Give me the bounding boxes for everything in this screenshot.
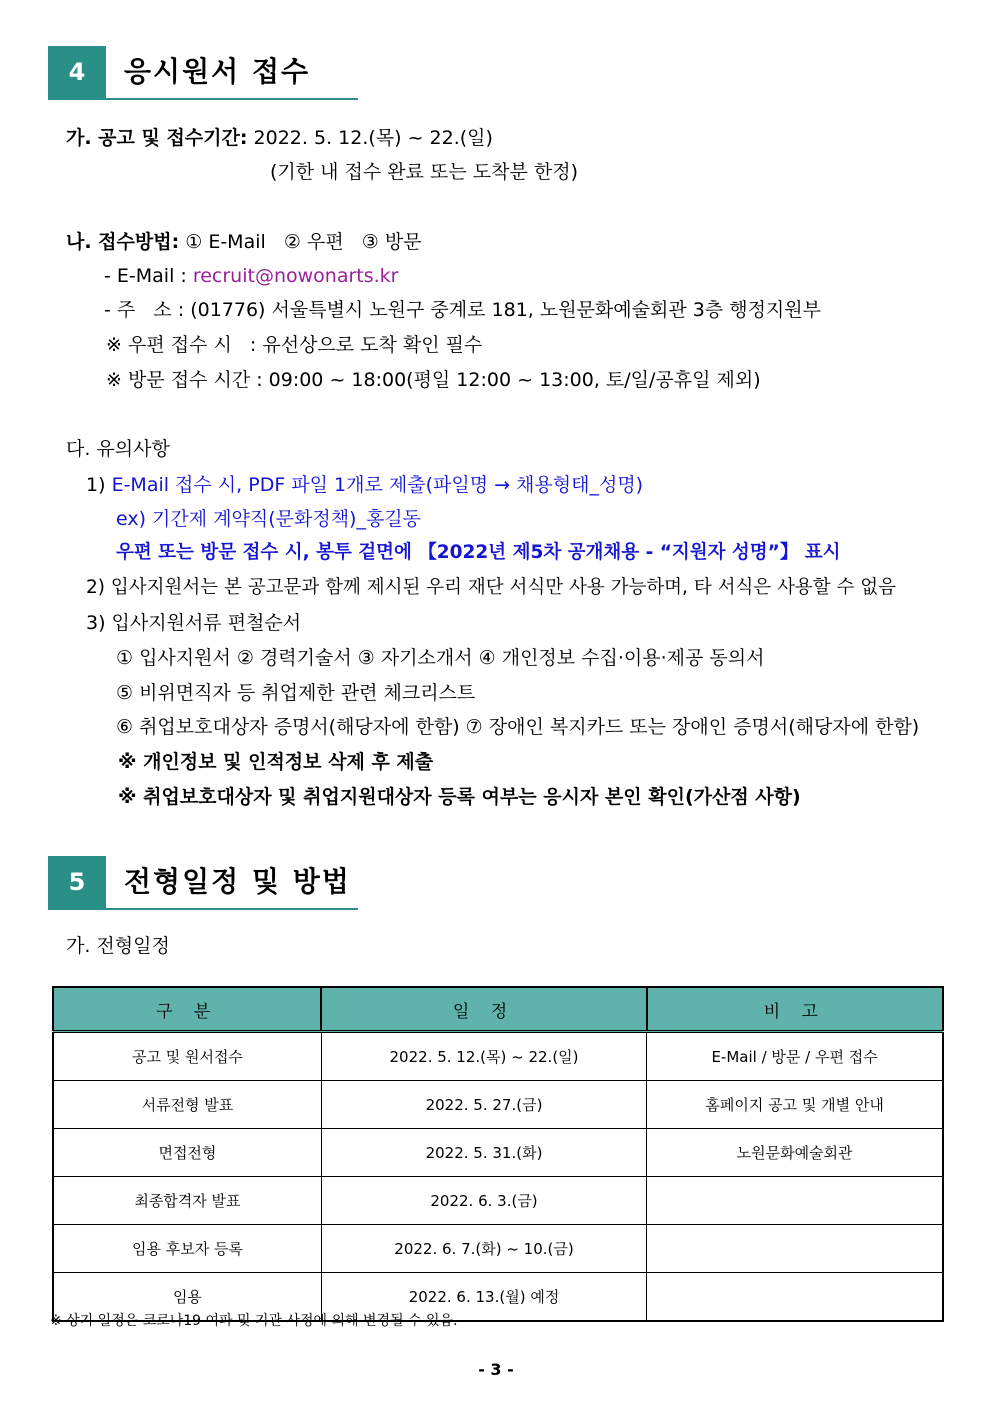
address-line: - 주 소 : (01776) 서울특별시 노원구 중계로 181, 노원문화예술회관 3층 행정지원부 xyxy=(104,299,821,321)
doc-order-2: ⑤ 비위면직자 등 취업제한 관련 체크리스트 xyxy=(116,682,476,704)
visit-note: ※ 방문 접수 시간 : 09:00 ~ 18:00(평일 12:00 ~ 13:00, 토/일/공휴일 제외) xyxy=(106,369,761,391)
email-label: - E-Mail : xyxy=(104,265,187,287)
email-line xyxy=(104,264,399,288)
cell-remark: E-Mail / 방문 / 우편 접수 xyxy=(647,1032,943,1081)
caution-item-1-num: 1) xyxy=(86,474,106,496)
doc-order-1: ① 입사지원서 ② 경력기술서 ③ 자기소개서 ④ 개인정보 수집·이용·제공 동의서 xyxy=(116,647,765,669)
schedule-note: ※ 상기 일정은 코로나19 여파 및 기관 사정에 의해 변경될 수 있음. xyxy=(50,1313,458,1329)
section-4-number: 4 xyxy=(48,46,106,98)
period-sub: (기한 내 접수 완료 또는 도착분 한정) xyxy=(270,161,579,183)
doc-order-3: ⑥ 취업보호대상자 증명서(해당자에 한함) ⑦ 장애인 복지카드 또는 장애인 증명서(해당자에 한함) xyxy=(116,716,920,738)
period-label: 가. 공고 및 접수기간: xyxy=(66,127,248,149)
table-row xyxy=(53,1081,943,1129)
section-4-title: 응시원서 접수 xyxy=(124,55,311,88)
table-row xyxy=(53,1225,943,1273)
schedule-table xyxy=(52,986,944,1322)
cell-category: 면접전형 xyxy=(53,1129,321,1177)
table-row xyxy=(53,1032,943,1081)
cell-remark xyxy=(647,1225,943,1273)
table-row xyxy=(53,1177,943,1225)
cell-remark xyxy=(647,1177,943,1225)
header-category: 구 분 xyxy=(53,987,321,1032)
method-line xyxy=(66,230,422,254)
cell-category: 공고 및 원서접수 xyxy=(53,1032,321,1081)
email-link[interactable]: recruit@nowonarts.kr xyxy=(192,265,399,287)
caution-item-1-example: ex) 기간제 계약직(문화정책)_홍길동 xyxy=(116,508,422,530)
caution-item-1-envelope: 우편 또는 방문 접수 시, 봉투 겉면에 【2022년 제5차 공개채용 - “지원자 성명”】 표시 xyxy=(116,542,841,563)
header-date: 일 정 xyxy=(321,987,646,1032)
cell-date: 2022. 6. 7.(화) ~ 10.(금) xyxy=(321,1225,646,1273)
cell-date: 2022. 5. 27.(금) xyxy=(321,1081,646,1129)
page-number: - 3 - xyxy=(478,1360,514,1379)
cell-remark xyxy=(647,1273,943,1322)
period-line xyxy=(66,126,493,150)
cell-category: 최종합격자 발표 xyxy=(53,1177,321,1225)
cell-category: 임용 xyxy=(53,1273,321,1322)
cell-date: 2022. 6. 13.(월) 예정 xyxy=(321,1273,646,1322)
schedule-header-row xyxy=(53,987,943,1032)
caution-item-1-text: E-Mail 접수 시, PDF 파일 1개로 제출(파일명 → 채용형태_성명) xyxy=(111,474,644,496)
method-label: 나. 접수방법: xyxy=(66,231,180,253)
doc-note-1: ※ 개인정보 및 인적정보 삭제 후 제출 xyxy=(118,751,434,773)
cell-date: 2022. 5. 12.(목) ~ 22.(일) xyxy=(321,1032,646,1081)
cell-category: 서류전형 발표 xyxy=(53,1081,321,1129)
section-5-number: 5 xyxy=(48,856,106,908)
cell-date: 2022. 5. 31.(화) xyxy=(321,1129,646,1177)
doc-note-2: ※ 취업보호대상자 및 취업지원대상자 등록 여부는 응시자 본인 확인(가산점 사항) xyxy=(118,786,801,808)
caution-label: 다. 유의사항 xyxy=(66,438,170,460)
cell-remark: 노원문화예술회관 xyxy=(647,1129,943,1177)
table-row xyxy=(53,1129,943,1177)
cell-remark: 홈페이지 공고 및 개별 안내 xyxy=(647,1081,943,1129)
section-4-header xyxy=(48,46,358,100)
header-remark: 비 고 xyxy=(647,987,943,1032)
period-value: 2022. 5. 12.(목) ~ 22.(일) xyxy=(253,127,493,149)
caution-item-2: 2) 입사지원서는 본 공고문과 함께 제시된 우리 재단 서식만 사용 가능하며, 타 서식은 사용할 수 없음 xyxy=(86,577,897,598)
cell-category: 임용 후보자 등록 xyxy=(53,1225,321,1273)
caution-item-3: 3) 입사지원서류 편철순서 xyxy=(86,612,302,634)
caution-item-1 xyxy=(86,473,643,497)
method-list: ① E-Mail ② 우편 ③ 방문 xyxy=(185,231,422,253)
cell-date: 2022. 6. 3.(금) xyxy=(321,1177,646,1225)
section-5-title: 전형일정 및 방법 xyxy=(124,865,351,898)
schedule-label: 가. 전형일정 xyxy=(66,935,170,957)
section-5-header xyxy=(48,856,358,910)
post-note: ※ 우편 접수 시 : 유선상으로 도착 확인 필수 xyxy=(106,334,483,356)
